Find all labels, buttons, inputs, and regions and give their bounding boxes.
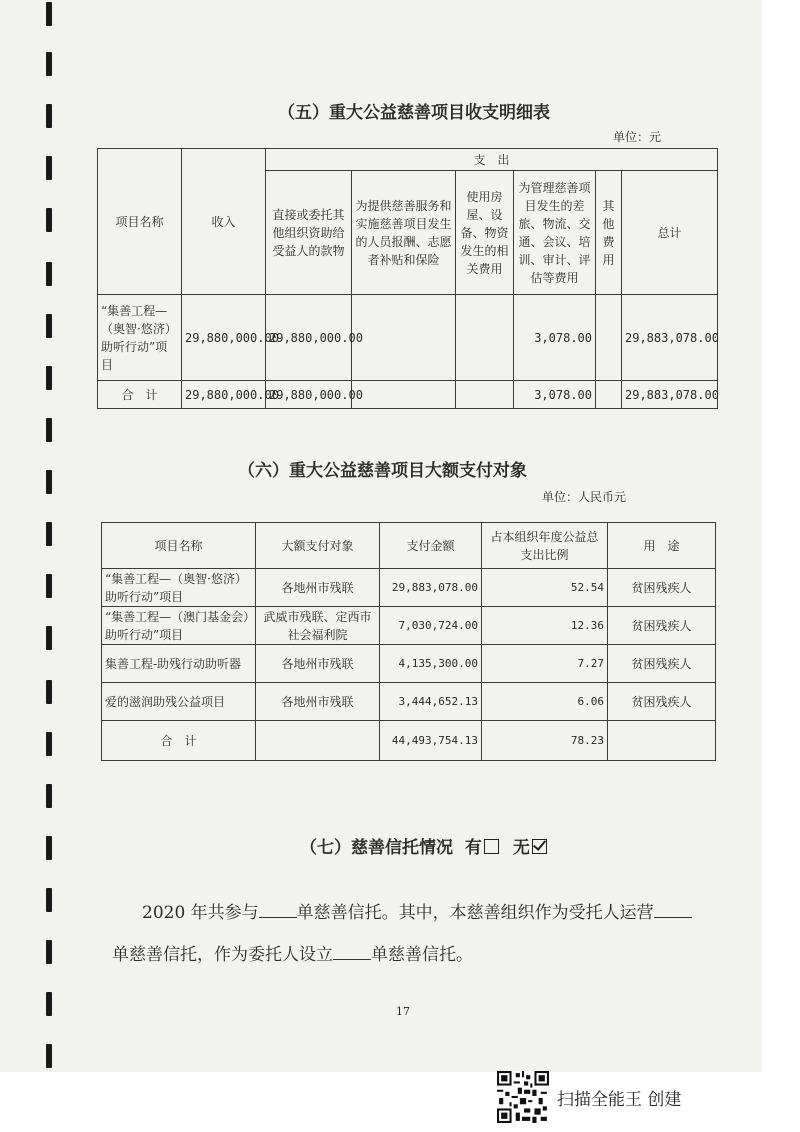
- total-label: 合 计: [102, 721, 256, 761]
- binding-hole-mark: [46, 314, 52, 338]
- binding-hole-mark: [46, 208, 52, 232]
- row-project-name: 集善工程-助残行动助听器: [102, 645, 256, 683]
- binding-hole-mark: [46, 418, 52, 442]
- binding-hole-mark: [46, 992, 52, 1016]
- blank-field: [654, 901, 692, 918]
- table-row: [102, 645, 716, 683]
- row-ratio: 12.36: [482, 607, 608, 645]
- section5-title: （五）重大公益慈善项目收支明细表: [278, 103, 550, 123]
- header-purpose: 用 途: [608, 523, 716, 569]
- row-direct: 29,880,000.00: [266, 295, 352, 381]
- trust-text: 单慈善信托。其中，本慈善组织作为受托人运营: [296, 903, 654, 923]
- row-payee: 武威市残联、定西市社会福利院: [256, 607, 380, 645]
- binding-hole-mark: [46, 574, 52, 598]
- trust-paragraph-line2: [112, 940, 473, 965]
- total-other: [596, 381, 622, 409]
- section7-title: （七）慈善信托情况: [300, 838, 453, 858]
- section6-title: （六）重大公益慈善项目大额支付对象: [238, 461, 527, 481]
- row-ratio: 52.54: [482, 569, 608, 607]
- row-project-name: “集善工程—（澳门基金会）助听行动”项目: [102, 607, 256, 645]
- header-staff-cost: 为提供慈善服务和实施慈善项目发生的人员报酬、志愿者补贴和保险: [352, 171, 456, 295]
- row-staff: [352, 295, 456, 381]
- trust-text: 单慈善信托，作为委托人设立: [112, 945, 333, 965]
- binding-hole-mark: [46, 626, 52, 650]
- row-amount: 4,135,300.00: [380, 645, 482, 683]
- row-total: 29,883,078.00: [622, 295, 718, 381]
- table-row: [98, 295, 718, 381]
- binding-hole-mark: [46, 522, 52, 546]
- header-total: 总计: [622, 171, 718, 295]
- page-number: 17: [396, 1005, 410, 1018]
- section7-heading: [300, 833, 547, 858]
- header-direct-aid: 直接或委托其他组织资助给受益人的款物: [266, 171, 352, 295]
- trust-paragraph-line1: [142, 898, 692, 923]
- row-income: 29,880,000.00: [182, 295, 266, 381]
- row-purpose: 贫困残疾人: [608, 569, 716, 607]
- row-project-name: “集善工程—（奥智·悠济）助听行动”项目: [102, 569, 256, 607]
- row-other: [596, 295, 622, 381]
- blank-field: [259, 901, 297, 918]
- header-income: 收入: [182, 149, 266, 295]
- binding-hole-mark: [46, 680, 52, 704]
- option-yes-label: 有: [464, 838, 482, 858]
- binding-hole-mark: [46, 836, 52, 860]
- trust-text: 单慈善信托。: [371, 945, 473, 965]
- binding-hole-mark: [46, 366, 52, 390]
- total-purpose: [608, 721, 716, 761]
- income-expenditure-table: [97, 148, 718, 409]
- row-purpose: 贫困残疾人: [608, 645, 716, 683]
- trust-text: 2020 年共参与: [142, 903, 259, 923]
- binding-hole-mark: [46, 940, 52, 964]
- header-amount: 支付金额: [380, 523, 482, 569]
- qr-code-icon: [497, 1071, 549, 1123]
- total-management: 3,078.00: [514, 381, 596, 409]
- binding-hole-mark: [46, 470, 52, 494]
- binding-hole-mark: [46, 104, 52, 128]
- binding-hole-mark: [46, 2, 52, 26]
- total-row: [98, 381, 718, 409]
- row-purpose: 贫困残疾人: [608, 683, 716, 721]
- total-property: [456, 381, 514, 409]
- section5-unit: 单位：元: [613, 130, 662, 144]
- blank-field: [333, 943, 371, 960]
- header-payee: 大额支付对象: [256, 523, 380, 569]
- total-total: 29,883,078.00: [622, 381, 718, 409]
- total-amount: 44,493,754.13: [380, 721, 482, 761]
- row-payee: 各地州市残联: [256, 569, 380, 607]
- option-no-label: 无: [512, 838, 530, 858]
- table-row: [102, 607, 716, 645]
- row-project-name: “集善工程—（奥智·悠济）助听行动”项目: [98, 295, 182, 381]
- row-project-name: 爱的滋润助残公益项目: [102, 683, 256, 721]
- binding-hole-mark: [46, 156, 52, 180]
- row-purpose: 贫困残疾人: [608, 607, 716, 645]
- row-payee: 各地州市残联: [256, 683, 380, 721]
- binding-hole-mark: [46, 888, 52, 912]
- table-row: [102, 683, 716, 721]
- binding-hole-mark: [46, 1044, 52, 1068]
- table-row: [102, 569, 716, 607]
- binding-hole-mark: [46, 52, 52, 76]
- total-payee: [256, 721, 380, 761]
- header-ratio: 占本组织年度公益总支出比例: [482, 523, 608, 569]
- option-yes-checkbox[interactable]: [484, 839, 499, 854]
- total-label: 合 计: [98, 381, 182, 409]
- option-no-checkbox[interactable]: [532, 839, 547, 854]
- binding-hole-mark: [46, 262, 52, 286]
- header-property-cost: 使用房屋、设备、物资发生的相关费用: [456, 171, 514, 295]
- total-income: 29,880,000.00: [182, 381, 266, 409]
- header-project-name: 项目名称: [98, 149, 182, 295]
- row-ratio: 6.06: [482, 683, 608, 721]
- binding-hole-mark: [46, 784, 52, 808]
- section6-unit: 单位：人民币元: [542, 490, 627, 504]
- row-ratio: 7.27: [482, 645, 608, 683]
- total-ratio: 78.23: [482, 721, 608, 761]
- header-project-name: 项目名称: [102, 523, 256, 569]
- scanner-watermark: 扫描全能王 创建: [557, 1090, 682, 1110]
- row-management: 3,078.00: [514, 295, 596, 381]
- header-management-cost: 为管理慈善项目发生的差旅、物流、交通、会议、培训、审计、评估等费用: [514, 171, 596, 295]
- large-payment-table: [101, 522, 716, 761]
- total-staff: [352, 381, 456, 409]
- row-property: [456, 295, 514, 381]
- row-amount: 29,883,078.00: [380, 569, 482, 607]
- row-amount: 7,030,724.00: [380, 607, 482, 645]
- header-expenditure: 支 出: [266, 149, 718, 171]
- row-payee: 各地州市残联: [256, 645, 380, 683]
- header-other-cost: 其他费用: [596, 171, 622, 295]
- total-direct: 29,880,000.00: [266, 381, 352, 409]
- total-row: [102, 721, 716, 761]
- binding-hole-mark: [46, 732, 52, 756]
- row-amount: 3,444,652.13: [380, 683, 482, 721]
